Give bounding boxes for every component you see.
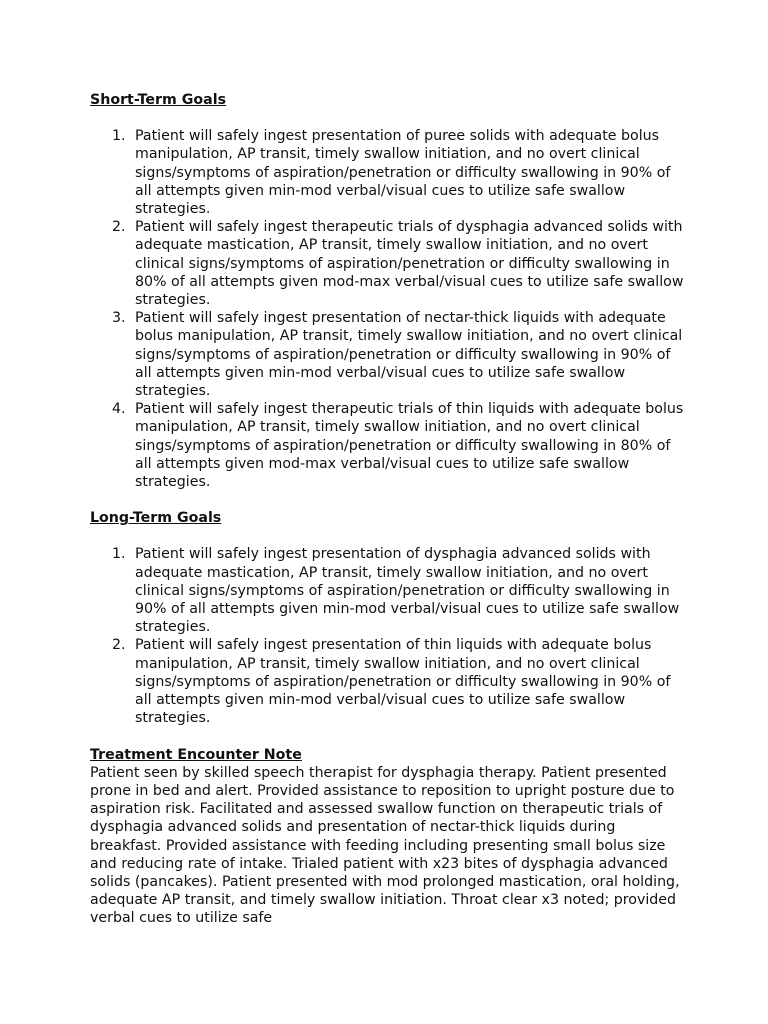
long-term-goals-heading: Long-Term Goals	[90, 510, 222, 527]
list-item-number: 4.	[112, 401, 126, 418]
list-item-text: Patient will safely ingest presentation of dysphagia advanced solids with adequate mastication, AP transit, timely swallow initiation, and no overt clinical signs/symptoms of aspiration/penetration or difficulty swallowing in 90% of all attempts given min-mod verbal/visual cues to utilize safe swallow strategies.	[135, 546, 680, 636]
list-item-text: Patient will safely ingest presentation of nectar-thick liquids with adequate bolus manipulation, AP transit, timely swallow initiation, and no overt clinical signs/symptoms of aspiration/penetration or difficulty swallowing in 90% of all attempts given min-mod verbal/visual cues to utilize safe swallow strategies.	[135, 310, 683, 400]
list-item-text: Patient will safely ingest therapeutic trials of dysphagia advanced solids with adequate mastication, AP transit, timely swallow initiation, and no overt clinical signs/symptoms of aspiration/penetration or difficulty swallowing in 80% of all attempts given mod-max verbal/visual cues to utilize safe swallow strategies.	[135, 219, 684, 309]
treatment-note-heading: Treatment Encounter Note	[90, 746, 302, 763]
list-item-text: Patient will safely ingest presentation of thin liquids with adequate bolus manipulation, AP transit, timely swallow initiation, and no overt clinical signs/symptoms of aspiration/penetration or difficulty swallowing in 90% of all attempts given min-mod verbal/visual cues to utilize safe swallow strategies.	[135, 637, 671, 727]
treatment-note-text: Patient seen by skilled speech therapist for dysphagia therapy. Patient presented prone in bed and alert. Provided assistance to reposition to upright posture due to aspiration risk. Facilitated and assessed swallow function on therapeutic trials of dysphagia advanced solids and presentation of nectar-thick liquids during breakfast. Provided assistance with feeding including presenting small bolus size and reducing rate of intake. Trialed patient with x23 bites of dysphagia advanced solids (pancakes). Patient presented with mod prolonged mastication, oral holding, adequate AP transit, and timely swallow initiation. Throat clear x3 noted; provided verbal cues to utilize safe	[90, 764, 680, 927]
list-item	[112, 545, 690, 636]
list-item	[112, 309, 690, 400]
list-item-text: Patient will safely ingest presentation of puree solids with adequate bolus manipulation, AP transit, timely swallow initiation, and no overt clinical signs/symptoms of aspiration/penetration or difficulty swallowing in 90% of all attempts given min-mod verbal/visual cues to utilize safe swallow strategies.	[135, 128, 671, 218]
list-item-number: 2.	[112, 637, 126, 654]
long-term-goals-list	[90, 545, 690, 727]
list-item	[112, 400, 690, 491]
list-item	[112, 636, 690, 727]
spacer	[90, 728, 690, 746]
list-item-number: 2.	[112, 219, 126, 236]
list-item	[112, 127, 690, 218]
list-item-number: 1.	[112, 546, 126, 563]
short-term-goals-heading: Short-Term Goals	[90, 92, 227, 108]
list-item-text: Patient will safely ingest therapeutic trials of thin liquids with adequate bolus manipulation, AP transit, timely swallow initiation, and no overt clinical sings/symptoms of aspiration/penetration or difficulty swallowing in 80% of all attempts given mod-max verbal/visual cues to utilize safe swallow strategies.	[135, 401, 684, 491]
spacer	[90, 527, 690, 545]
list-item-number: 3.	[112, 310, 126, 327]
spacer	[90, 109, 690, 127]
list-item-number: 1.	[112, 128, 126, 145]
spacer	[90, 491, 690, 509]
list-item	[112, 218, 690, 309]
document-page	[90, 91, 690, 928]
short-term-goals-list	[90, 127, 690, 491]
